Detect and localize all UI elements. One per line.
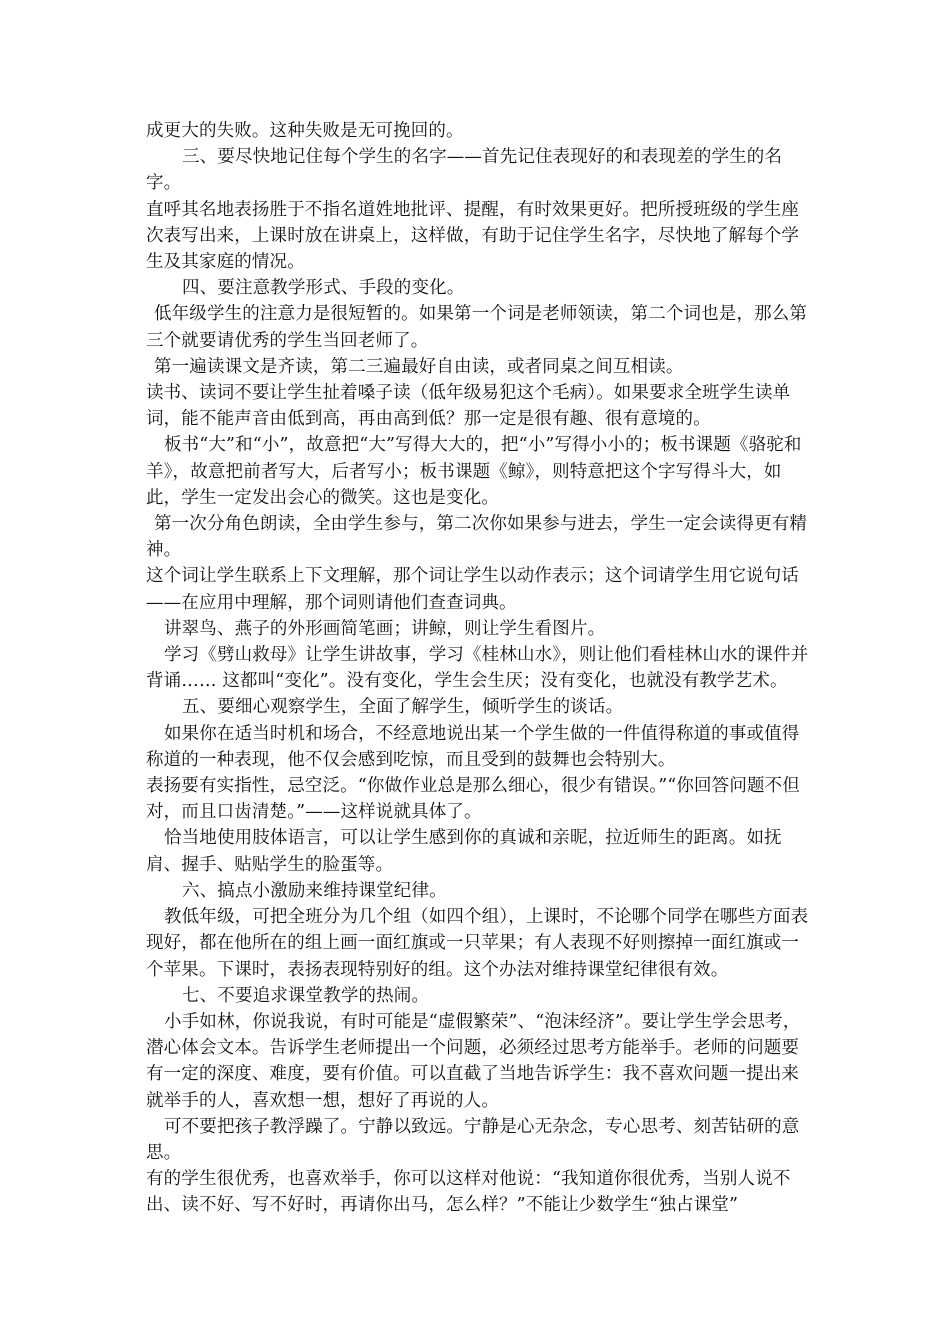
paragraph: 七、不要追求课堂教学的热闹。	[182, 985, 430, 1006]
paragraph: 板书“大”和“小”，故意把“大”写得大大的，把“小”写得小小的；板书课题《骆驼和羊》，故意把前者写大，后者写小；板书课题《鲸》，则特意把这个字写得斗大，如此，学生一定发出会心的微笑。这也是变化。	[146, 435, 802, 508]
paragraph: 直呼其名地表扬胜于不指名道姓地批评、提醒，有时效果更好。把所授班级的学生座次表写出来，上课时放在讲桌上，这样做，有助于记住学生名字，尽快地了解每个学生及其家庭的情况。	[146, 199, 800, 273]
paragraph: 恰当地使用肢体语言，可以让学生感到你的真诚和亲昵，拉近师生的距离。如抚肩、握手、贴贴学生的脸蛋等。	[146, 828, 782, 875]
paragraph: 学习《劈山救母》让学生讲故事，学习《桂林山水》，则让他们看桂林山水的课件并背诵…… 这都叫“变化”。没有变化，学生会生厌；没有变化，也就没有教学艺术。	[146, 645, 809, 692]
paragraph: 小手如林，你说我说，有时可能是“虚假繁荣”、“泡沫经济”。要让学生学会思考，潜心体会文本。告诉学生老师提出一个问题，必须经过思考方能举手。老师的问题要有一定的深度、难度，要有价值。可以直截了当地告诉学生：我不喜欢问题一提出来就举手的人，喜欢想一想，想好了再说的人。	[146, 1011, 801, 1111]
paragraph: 五、要细心观察学生，全面了解学生，倾听学生的谈话。	[182, 697, 624, 718]
paragraph: 讲翠鸟、燕子的外形画简笔画；讲鲸，则让学生看图片。	[164, 618, 606, 639]
paragraph: 三、要尽快地记住每个学生的名字——首先记住表现好的和表现差的学生的名字。	[146, 147, 783, 194]
paragraph: 四、要注意教学形式、手段的变化。	[182, 278, 465, 299]
paragraph: 表扬要有实指性，忌空泛。“你做作业总是那么细心，很少有错误。”“你回答问题不但对，而且口齿清楚。”——这样说就具体了。	[146, 776, 800, 823]
paragraph: 读书、读词不要让学生扯着嗓子读（低年级易犯这个毛病）。如果要求全班学生读单词，能不能声音由低到高，再由高到低？那一定是很有趣、很有意境的。	[146, 383, 791, 430]
paragraph: 成更大的失败。这种失败是无可挽回的。	[146, 121, 464, 141]
paragraph: 可不要把孩子教浮躁了。宁静以致远。宁静是心无杂念，专心思考、刻苦钻研的意思。	[146, 1116, 800, 1163]
paragraph: 低年级学生的注意力是很短暂的。如果第一个词是老师领读，第二个词也是，那么第三个就要请优秀的学生当回老师了。	[146, 304, 808, 351]
paragraph: 如果你在适当时机和场合，不经意地说出某一个学生做的一件值得称道的事或值得称道的一种表现，他不仅会感到吃惊，而且受到的鼓舞也会特别大。	[146, 723, 800, 770]
paragraph: 有的学生很优秀，也喜欢举手，你可以这样对他说：“我知道你很优秀，当别人说不出、读不好、写不好时，再请你出马，怎么样？”不能让少数学生“独占课堂”	[146, 1169, 791, 1216]
paragraph: 这个词让学生联系上下文理解，那个词让学生以动作表示；这个词请学生用它说句话——在应用中理解，那个词则请他们查查词典。	[146, 566, 800, 613]
document-body	[146, 118, 810, 1219]
paragraph: 第一遍读课文是齐读，第二三遍最好自由读，或者同桌之间互相读。	[154, 356, 684, 377]
paragraph: 第一次分角色朗读，全由学生参与，第二次你如果参与进去，学生一定会读得更有精神。	[146, 514, 808, 561]
paragraph: 六、搞点小激励来维持课堂纪律。	[182, 880, 447, 901]
paragraph: 教低年级，可把全班分为几个组（如四个组），上课时，不论哪个同学在哪些方面表现好，都在他所在的组上画一面红旗或一只苹果；有人表现不好则擦掉一面红旗或一个苹果。下课时，表扬表现特别好的组。这个办法对维持课堂纪律很有效。	[146, 907, 809, 980]
